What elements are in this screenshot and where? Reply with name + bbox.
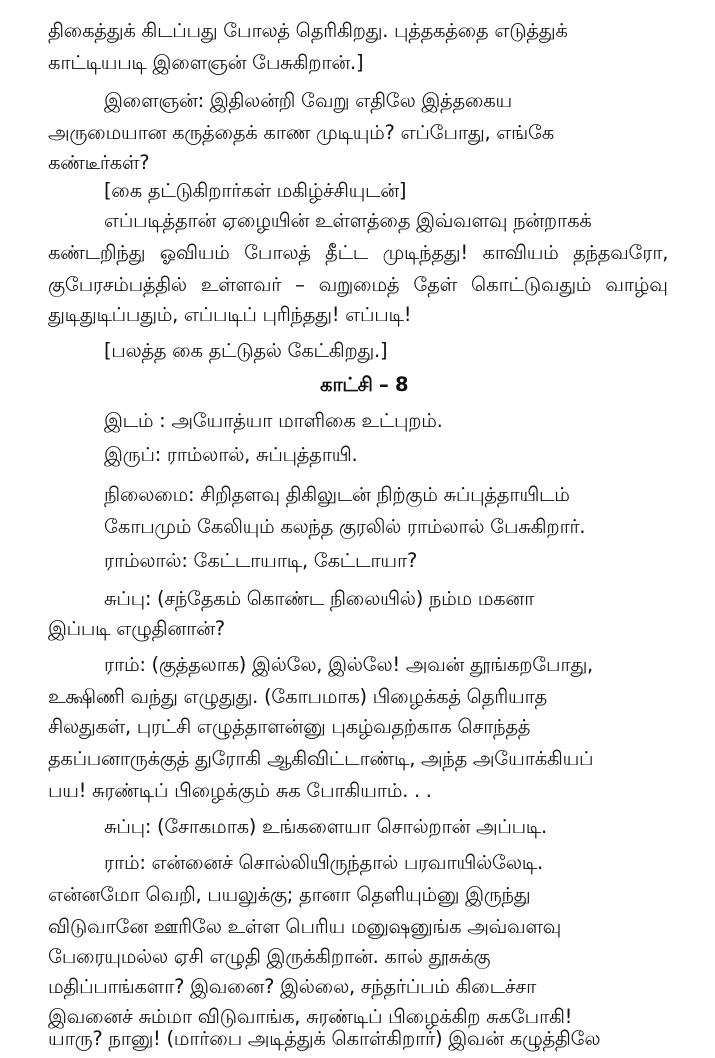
text-line: ராம்லால்: கேட்டாயாடி, கேட்டாயா? <box>104 549 418 572</box>
text-line: ராம்: என்னைச் சொல்லியிருந்தால் பரவாயில்லேடி. <box>104 851 543 874</box>
text-line: நிலைமை: சிறிதளவு திகிலுடன் நிற்கும் சுப்புத்தாயிடம் <box>104 483 570 506</box>
text-line: என்னமோ வெறி, பயலுக்கு; தானா தெளியும்னு இருந்து <box>48 883 531 906</box>
text-line: சுப்பு: (சந்தேகம் கொண்ட நிலையில்) நம்ம மகனா <box>104 587 535 610</box>
text-line: இப்படி எழுதினான்? <box>48 617 225 640</box>
text-line: பய! சுரண்டிப் பிழைக்கும் சுக போகியாம். . . <box>48 779 432 802</box>
text-line: யாரு? நானு! (மார்பை அடித்துக் கொள்கிறார்) இவன் கழுத்திலே <box>48 1027 601 1050</box>
text-line: கண்டறிந்து ஓவியம் போலத் தீட்ட முடிந்தது! காவியம் தந்தவரோ, <box>48 241 669 264</box>
text-line: குபேரசம்பத்தில் உள்ளவர் – வறுமைத் தேள் கொட்டுவதும் வாழ்வு <box>48 273 668 296</box>
text-line: அருமையான கருத்தைக் காண முடியும்? எப்போது, எங்கே <box>48 121 554 144</box>
stage-direction: [கை தட்டுகிறார்கள் மகிழ்ச்சியுடன்] <box>104 179 407 202</box>
scene-heading: காட்சி – 8 <box>320 373 409 396</box>
text-line: இவனைச் சும்மா விடுவாங்க, சுரண்டிப் பிழைக்கிற சுகபோகி! <box>48 1005 573 1028</box>
text-line: துடிதுடிப்பதும், எப்படிப் புரிந்தது! எப்படி! <box>48 303 412 326</box>
text-line: இளைஞன்: இதிலன்றி வேறு எதிலே இத்தகைய <box>104 89 512 112</box>
text-line: பேரையுமல்ல ஏசி எழுதி இருக்கிறான். கால் தூசுக்கு <box>48 945 491 968</box>
text-line: இருப்: ராம்லால், சுப்புத்தாயி. <box>104 443 358 466</box>
text-line: எப்படித்தான் ஏழையின் உள்ளத்தை இவ்வளவு நன்றாகக் <box>104 209 592 232</box>
text-line: கண்டீர்கள்? <box>48 151 150 174</box>
stage-direction: [பலத்த கை தட்டுதல் கேட்கிறது.] <box>104 339 388 362</box>
text-line: சுப்பு: (சோகமாக) உங்களையா சொல்றான் அப்படி. <box>104 815 547 838</box>
text-line: விடுவானே ஊரிலே உள்ள பெரிய மனுஷனுங்க அவ்வளவு <box>48 915 561 938</box>
text-line: தகப்பனாருக்குத் துரோகி ஆகிவிட்டாண்டி, அந்த அயோக்கியப் <box>48 747 594 770</box>
text-line: மதிப்பாங்களா? இவனை? இல்லை, சந்தர்ப்பம் கிடைச்சா <box>48 975 537 998</box>
text-line: உக்ஷிணி வந்து எழுதுது. (கோபமாக) பிழைக்கத் தெரியாத <box>48 685 547 708</box>
text-line: கோபமும் கேலியும் கலந்த குரலில் ராம்லால் பேசுகிறார். <box>104 515 586 538</box>
text-line: சிலதுகள், புரட்சி எழுத்தாளன்னு புகழ்வதற்காக சொந்தத் <box>48 715 531 738</box>
text-line: காட்டியபடி இளைஞன் பேசுகிறான்.] <box>48 51 364 74</box>
text-line: இடம் : அயோத்யா மாளிகை உட்புறம். <box>104 409 443 432</box>
text-line: திகைத்துக் கிடப்பது போலத் தெரிகிறது. புத்தகத்தை எடுத்துக் <box>48 19 568 42</box>
text-line: ராம்: (குத்தலாக) இல்லே, இல்லே! அவன் தூங்கறபோது, <box>104 653 593 676</box>
